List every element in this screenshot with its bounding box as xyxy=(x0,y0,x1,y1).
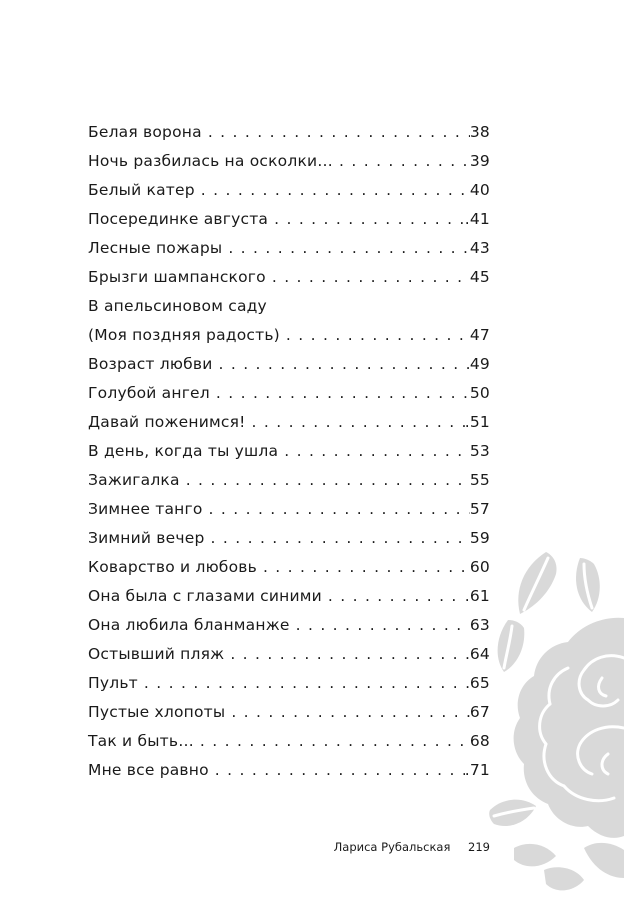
toc-entry-page-number: 55 xyxy=(469,471,490,489)
toc-entry-page-number: 38 xyxy=(469,123,490,141)
toc-entry[interactable] xyxy=(88,408,490,437)
toc-entry-page-number: 60 xyxy=(469,558,490,576)
toc-entry-page-number: 43 xyxy=(469,239,490,257)
toc-entry-title: Мне все равно xyxy=(88,761,209,779)
toc-entry-page-number: 57 xyxy=(469,500,490,518)
toc-entry-title: Ночь разбилась на осколки… xyxy=(88,152,334,170)
toc-entry[interactable] xyxy=(88,553,490,582)
toc-entry-page-number: 50 xyxy=(469,384,490,402)
toc-entry-title: Коварство и любовь xyxy=(88,558,257,576)
toc-dot-leader xyxy=(225,698,470,727)
toc-dot-leader xyxy=(266,263,470,292)
toc-entry[interactable] xyxy=(88,611,490,640)
toc-entry-title: Она была с глазами синими xyxy=(88,587,322,605)
toc-dot-leader xyxy=(322,582,465,611)
toc-dot-leader xyxy=(333,147,470,176)
toc-entry[interactable] xyxy=(88,379,490,408)
toc-entry[interactable] xyxy=(88,147,490,176)
footer-page-number: 219 xyxy=(468,840,490,854)
rose-flower-icon xyxy=(484,548,624,900)
toc-entry-title: Возраст любви xyxy=(88,355,213,373)
toc-entry-title: Лесные пожары xyxy=(88,239,223,257)
toc-entry-title: (Моя поздняя радость) xyxy=(88,326,280,344)
toc-dot-leader xyxy=(213,350,470,379)
toc-entry-title: Зимнее танго xyxy=(88,500,203,518)
toc-dot-leader xyxy=(195,176,470,205)
toc-dot-leader xyxy=(209,756,465,785)
toc-entry-title: Брызги шампанского xyxy=(88,268,266,286)
toc-entry-page-number: 64 xyxy=(469,645,490,663)
toc-entry-title: Голубой ангел xyxy=(88,384,210,402)
toc-entry[interactable] xyxy=(88,205,490,234)
toc-entry-title: Пустые хлопоты xyxy=(88,703,226,721)
toc-entry-page-number: .51 xyxy=(464,413,490,431)
toc-entry-page-number: .71 xyxy=(464,761,490,779)
toc-dot-leader xyxy=(278,437,470,466)
footer-author: Лариса Рубальская xyxy=(333,840,451,854)
toc-entry-page-number: 53 xyxy=(469,442,490,460)
toc-entry-title: Так и быть… xyxy=(88,732,194,750)
toc-entry[interactable] xyxy=(88,263,490,292)
toc-entry-title: Зимний вечер xyxy=(88,529,205,547)
toc-entry-page-number: 40 xyxy=(469,181,490,199)
toc-dot-leader xyxy=(246,408,465,437)
toc-dot-leader xyxy=(194,727,470,756)
toc-entry-page-number: 39 xyxy=(469,152,490,170)
toc-entry-page-number: 67 xyxy=(469,703,490,721)
toc-entry-title: В апельсиновом саду xyxy=(88,297,267,315)
toc-entry-page-number: 63 xyxy=(469,616,490,634)
toc-dot-leader xyxy=(210,379,470,408)
toc-dot-leader xyxy=(222,234,470,263)
toc-dot-leader xyxy=(203,495,470,524)
toc-dot-leader xyxy=(224,640,470,669)
page-footer xyxy=(0,840,490,854)
toc-entry[interactable] xyxy=(88,727,490,756)
toc-dot-leader xyxy=(202,118,470,147)
toc-entry-title: Пульт xyxy=(88,674,138,692)
toc-entry-page-number: .41 xyxy=(464,210,490,228)
toc-entry[interactable] xyxy=(88,350,490,379)
toc-entry-page-number: 49 xyxy=(469,355,490,373)
toc-entry-title: Зажигалка xyxy=(88,471,180,489)
toc-dot-leader xyxy=(257,553,470,582)
toc-entry-title: Посерединке августа xyxy=(88,210,269,228)
toc-dot-leader xyxy=(205,524,470,553)
toc-entry-title: Белый катер xyxy=(88,181,195,199)
toc-dot-leader xyxy=(268,205,465,234)
toc-entry[interactable] xyxy=(88,669,490,698)
toc-entry-page-number: 59 xyxy=(469,529,490,547)
toc-entry[interactable] xyxy=(88,292,490,321)
toc-dot-leader xyxy=(180,466,470,495)
toc-entry-title: Давай поженимся! xyxy=(88,413,246,431)
toc-entry-page-number: 68 xyxy=(469,732,490,750)
toc-entry-page-number: .61 xyxy=(464,587,490,605)
toc-entry[interactable] xyxy=(88,640,490,669)
table-of-contents xyxy=(88,118,490,785)
toc-entry-page-number: 47 xyxy=(469,326,490,344)
toc-entry[interactable] xyxy=(88,524,490,553)
toc-entry-title: Белая ворона xyxy=(88,123,202,141)
toc-entry-title: Она любила бланманже xyxy=(88,616,290,634)
toc-entry[interactable] xyxy=(88,756,490,785)
toc-entry[interactable] xyxy=(88,118,490,147)
toc-entry[interactable] xyxy=(88,437,490,466)
toc-entry-page-number: 65 xyxy=(469,674,490,692)
toc-dot-leader xyxy=(280,321,470,350)
toc-entry[interactable] xyxy=(88,582,490,611)
toc-entry[interactable] xyxy=(88,321,490,350)
toc-entry-title: Остывший пляж xyxy=(88,645,225,663)
toc-entry[interactable] xyxy=(88,466,490,495)
toc-entry[interactable] xyxy=(88,495,490,524)
toc-entry-page-number: 45 xyxy=(469,268,490,286)
toc-dot-leader xyxy=(138,669,470,698)
toc-dot-leader xyxy=(290,611,470,640)
toc-entry[interactable] xyxy=(88,176,490,205)
toc-entry[interactable] xyxy=(88,698,490,727)
toc-entry-title: В день, когда ты ушла xyxy=(88,442,279,460)
toc-entry[interactable] xyxy=(88,234,490,263)
